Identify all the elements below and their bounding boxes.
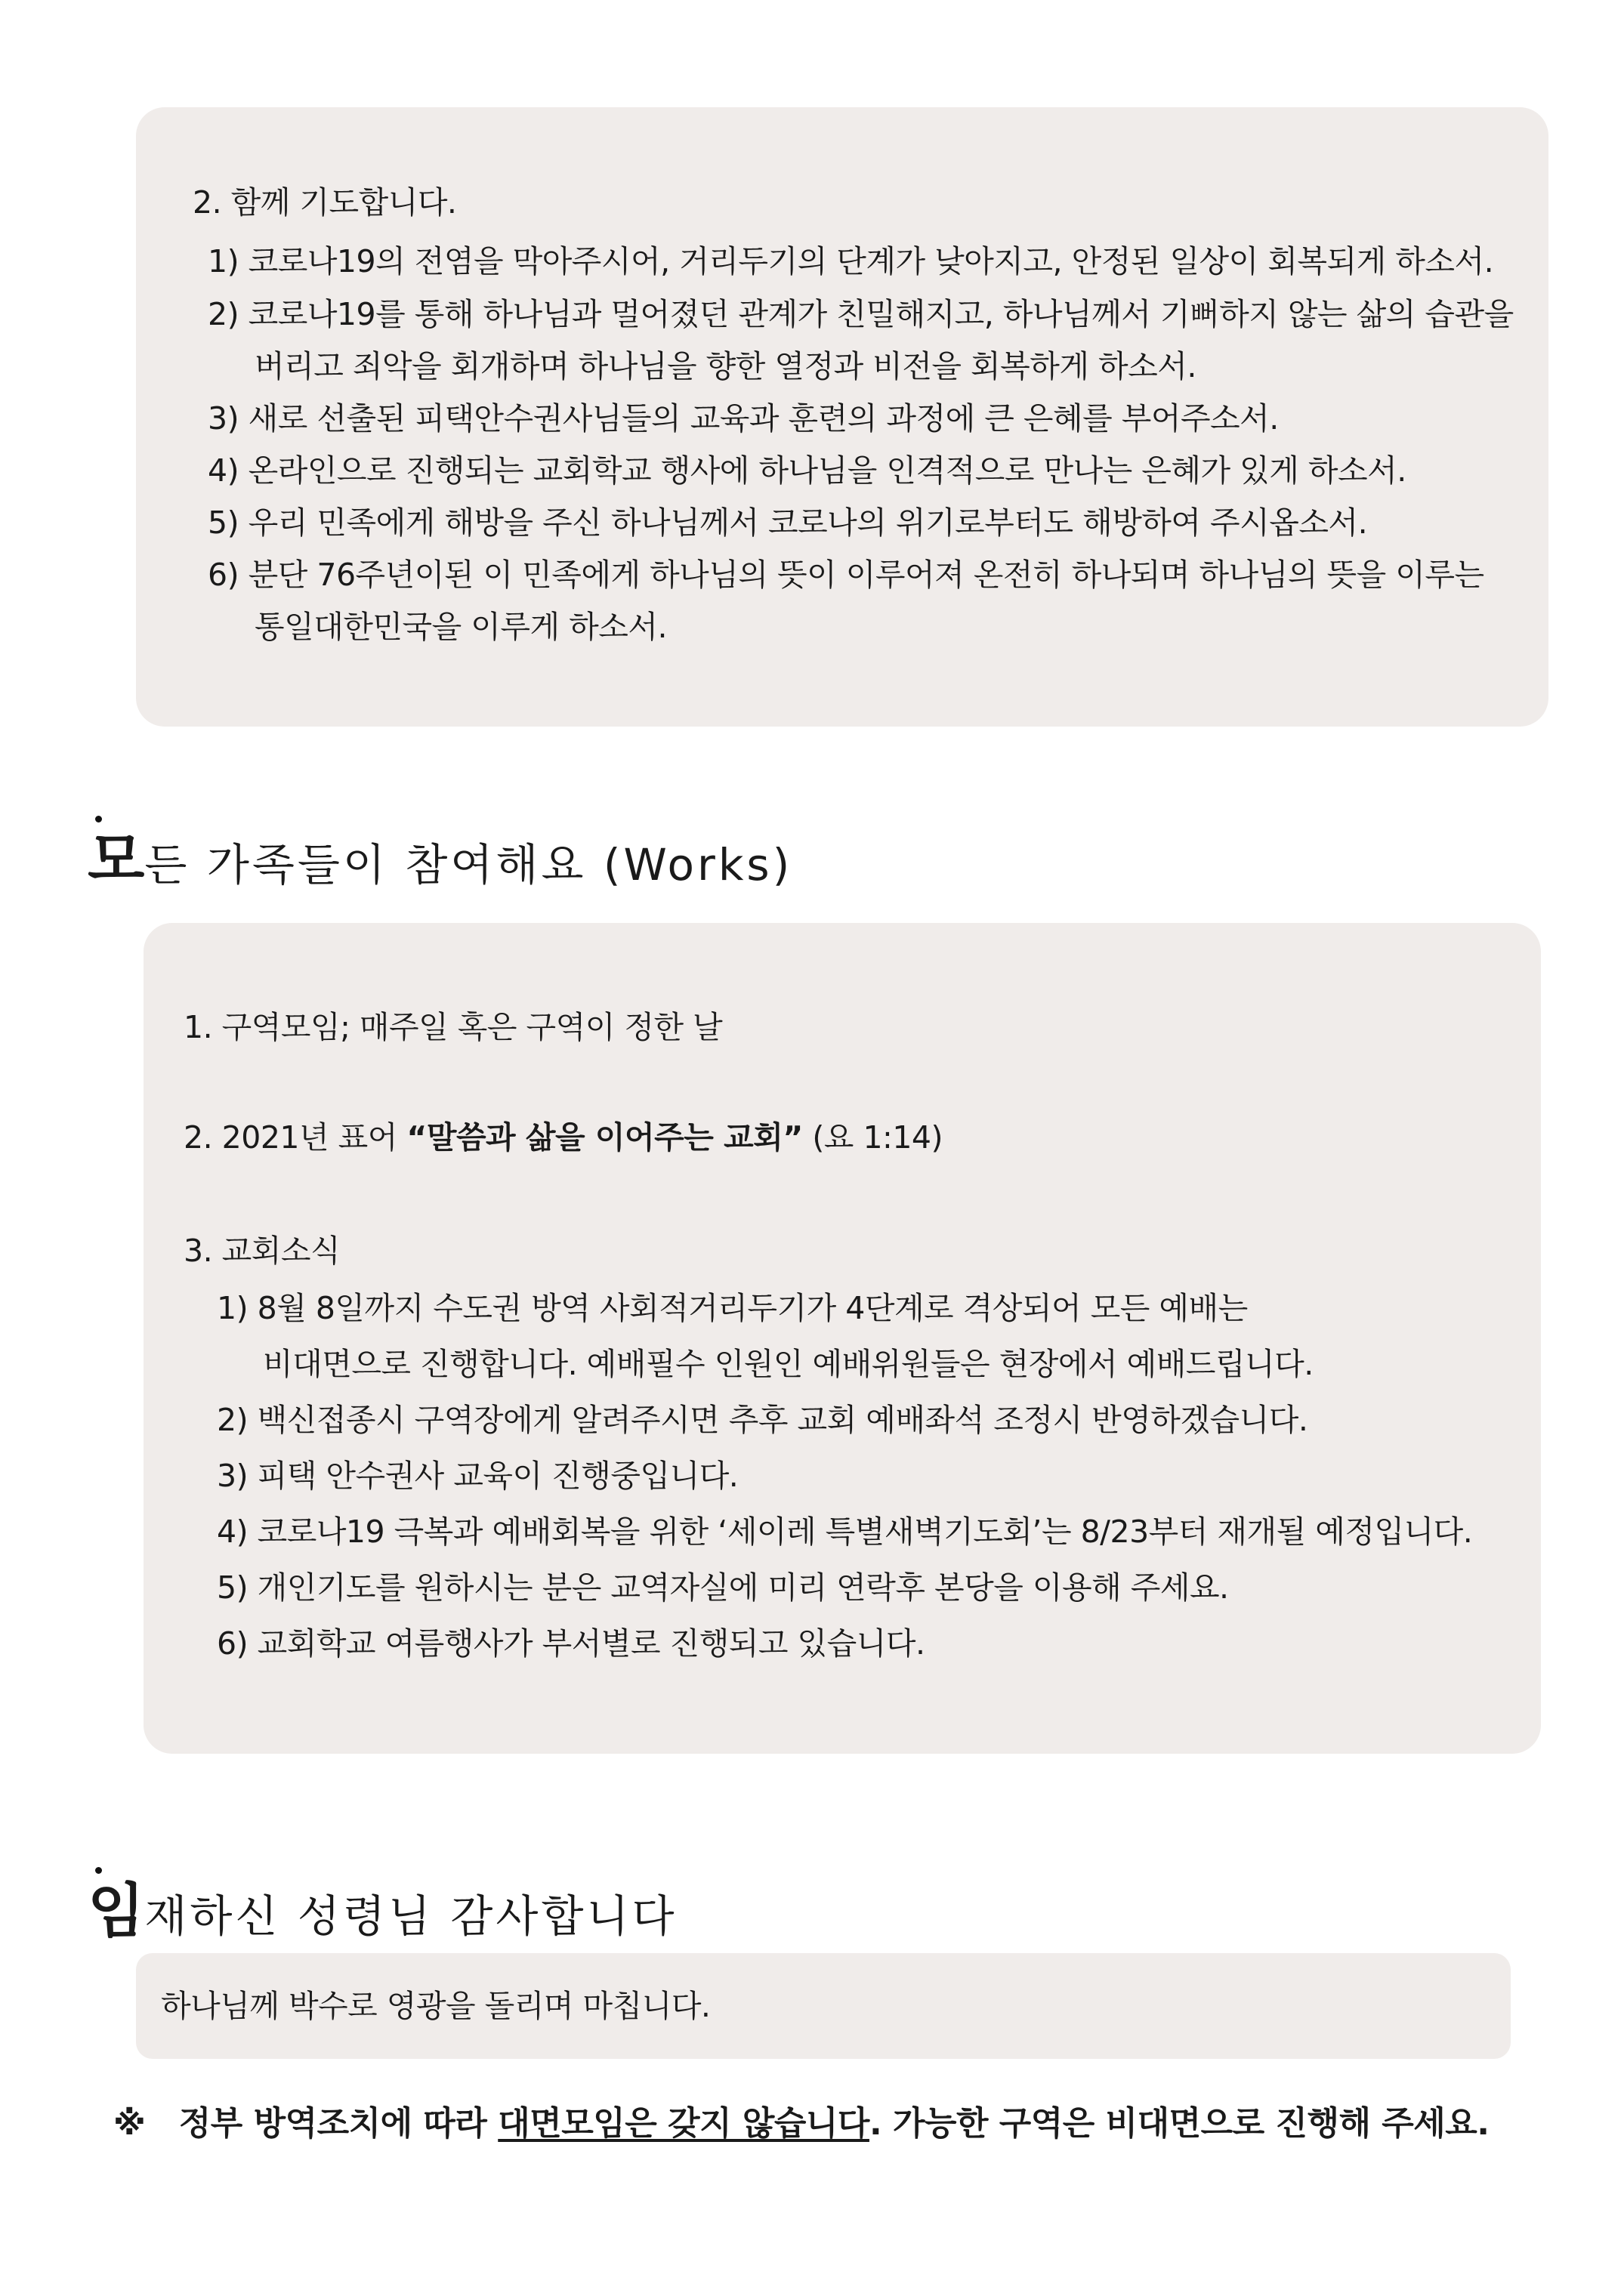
notice [113, 2104, 1490, 2143]
closing-text: 하나님께 박수로 영광을 돌리며 마칩니다. [161, 1988, 711, 2024]
prayer-item: 3) 새로 선출된 피택안수권사님들의 교육과 훈련의 과정에 큰 은혜를 부어주소서. [208, 400, 1279, 437]
news-item: 6) 교회학교 여름행사가 부서별로 진행되고 있습니다. [217, 1625, 925, 1662]
works-heading-text: 든 가족들이 참여해요 (Works) [144, 839, 793, 890]
prayer-title: 2. 함께 기도합니다. [193, 184, 457, 221]
prayer-item: 2) 코로나19를 통해 하나님과 멀어졌던 관계가 친밀해지고, 하나님께서 기뻐하지 않는 삶의 습관을 [208, 296, 1514, 332]
works-heading-initial: 모 [88, 826, 145, 894]
works-item-1: 1. 구역모임; 매주일 혹은 구역이 정한 날 [184, 1009, 723, 1045]
news-item: 2) 백신접종시 구역장에게 알려주시면 추후 교회 예배좌석 조정시 반영하겠습니다. [217, 1402, 1308, 1438]
prayer-item: 버리고 죄악을 회개하며 하나님을 향한 열정과 비전을 회복하게 하소서. [255, 348, 1196, 384]
prayer-item: 4) 온라인으로 진행되는 교회학교 행사에 하나님을 인격적으로 만나는 은혜가 있게 하소서. [208, 452, 1406, 489]
works-item-2-suffix: (요 1:14) [802, 1119, 943, 1156]
notice-suffix: . 가능한 구역은 비대면으로 진행해 주세요. [869, 2104, 1490, 2143]
notice-mark: ※ [113, 2104, 146, 2143]
works-item-2-prefix: 2. 2021년 표어 [184, 1119, 407, 1156]
notice-prefix: 정부 방역조치에 따라 [178, 2104, 499, 2143]
news-item: 4) 코로나19 극복과 예배회복을 위한 ‘세이레 특별새벽기도회’는 8/23부터 재개될 예정입니다. [217, 1514, 1473, 1550]
works-item-2 [184, 1119, 943, 1156]
closing-heading-initial: 임 [88, 1878, 145, 1946]
prayer-item: 1) 코로나19의 전염을 막아주시어, 거리두기의 단계가 낮아지고, 안정된 일상이 회복되게 하소서. [208, 243, 1494, 279]
prayer-item: 6) 분단 76주년이된 이 민족에게 하나님의 뜻이 이루어져 온전히 하나되며 하나님의 뜻을 이루는 [208, 557, 1484, 593]
closing-heading-text: 재하신 성령님 감사합니다 [144, 1890, 678, 1942]
news-item: 3) 피택 안수권사 교육이 진행중입니다. [217, 1458, 739, 1494]
works-item-3-title: 3. 교회소식 [184, 1233, 341, 1269]
works-heading [88, 826, 793, 894]
notice-underlined: 대면모임은 갖지 않습니다 [498, 2104, 869, 2143]
prayer-item: 5) 우리 민족에게 해방을 주신 하나님께서 코로나의 위기로부터도 해방하여 주시옵소서. [208, 505, 1368, 541]
motto: “말씀과 삶을 이어주는 교회” [406, 1119, 803, 1156]
prayer-item: 통일대한민국을 이루게 하소서. [255, 609, 667, 645]
news-item: 1) 8월 8일까지 수도권 방역 사회적거리두기가 4단계로 격상되어 모든 예배는 [217, 1290, 1248, 1326]
closing-heading [88, 1878, 678, 1946]
news-item: 5) 개인기도를 원하시는 분은 교역자실에 미리 연락후 본당을 이용해 주세요. [217, 1569, 1229, 1606]
news-item: 비대면으로 진행합니다. 예배필수 인원인 예배위원들은 현장에서 예배드립니다. [263, 1346, 1314, 1382]
